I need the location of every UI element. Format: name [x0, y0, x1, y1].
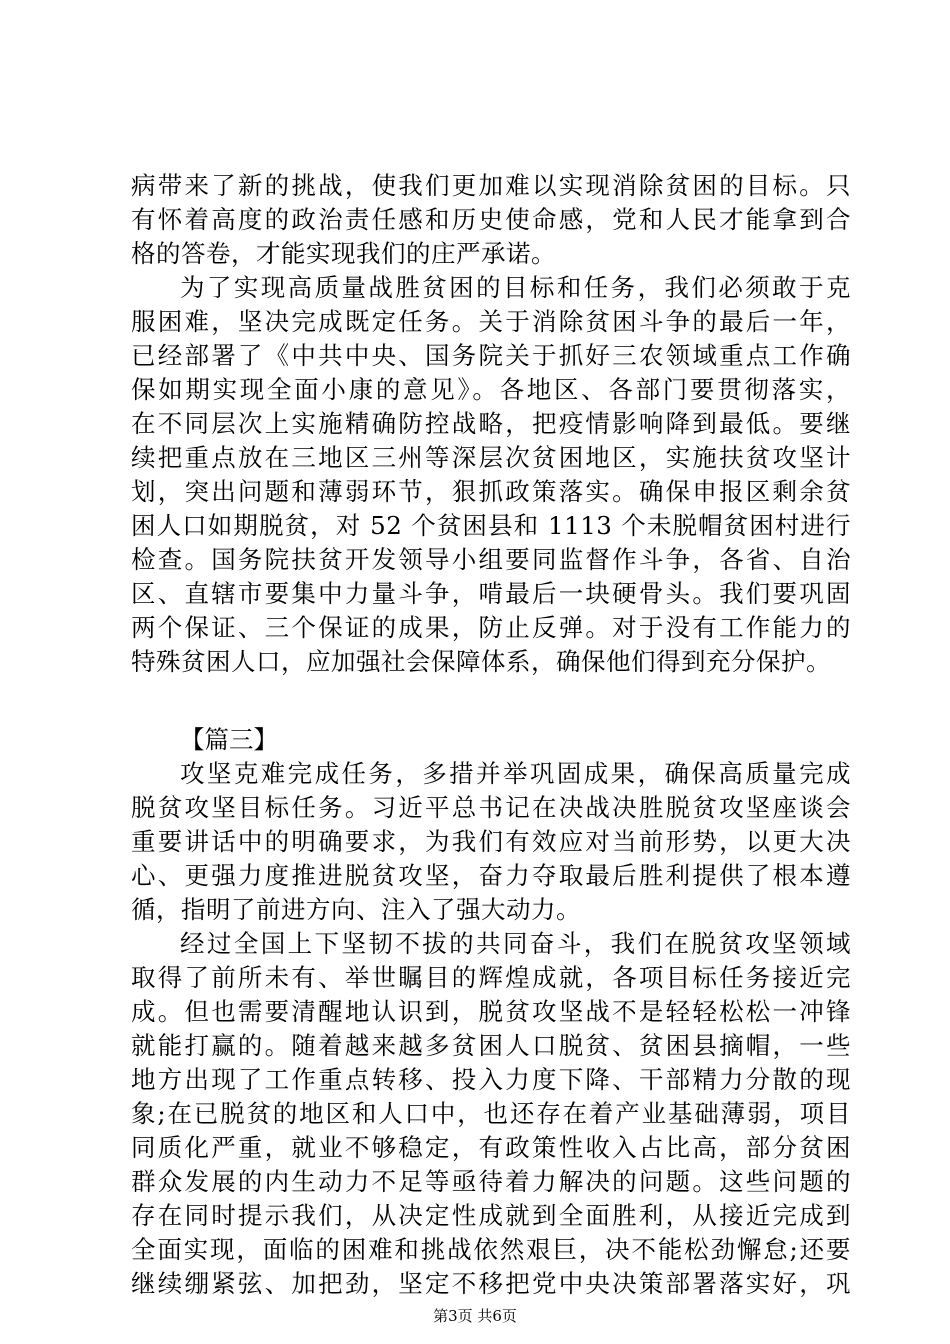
paragraph-4-line-4: 就能打赢的。随着越来越多贫困人口脱贫、贫困县摘帽，一些: [131, 1031, 851, 1060]
paragraph-3-line-3: 重要讲话中的明确要求，为我们有效应对当前形势，以更大决: [131, 827, 851, 856]
paragraph-2-line-6: 续把重点放在三地区三州等深层次贫困地区，实施扶贫攻坚计: [131, 443, 851, 472]
paragraph-2-line-8: 困人口如期脱贫，对 52 个贫困县和 1113 个未脱帽贫困村进行: [131, 511, 851, 540]
paragraph-2-line-4: 保如期实现全面小康的意见》。各地区、各部门要贯彻落实，: [131, 375, 851, 404]
paragraph-4-line-7: 同质化严重，就业不够稳定，有政策性收入占比高，部分贫困: [131, 1133, 851, 1162]
paragraph-4-line-5: 地方出现了工作重点转移、投入力度下降、干部精力分散的现: [131, 1065, 851, 1094]
paragraph-2-line-9: 检查。国务院扶贫开发领导小组要同监督作斗争，各省、自治: [131, 545, 851, 574]
paragraph-1-line-3: 格的答卷，才能实现我们的庄严承诺。: [131, 239, 556, 268]
paragraph-4-line-10: 全面实现，面临的困难和挑战依然艰巨，决不能松劲懈怠;还要: [131, 1235, 851, 1264]
paragraph-2-line-10: 区、直辖市要集中力量斗争，啃最后一块硬骨头。我们要巩固: [131, 579, 851, 608]
paragraph-4-line-6: 象;在已脱贫的地区和人口中，也还存在着产业基础薄弱，项目: [131, 1099, 851, 1128]
paragraph-2-line-2: 服困难，坚决完成既定任务。关于消除贫困斗争的最后一年，: [131, 307, 851, 336]
paragraph-2-line-11: 两个保证、三个保证的成果，防止反弹。对于没有工作能力的: [131, 613, 851, 642]
paragraph-2-line-12: 特殊贫困人口，应加强社会保障体系，确保他们得到充分保护。: [131, 647, 831, 676]
paragraph-3-line-5: 循，指明了前进方向、注入了强大动力。: [131, 895, 581, 924]
paragraph-3-line-4: 心、更强力度推进脱贫攻坚，奋力夺取最后胜利提供了根本遵: [131, 861, 851, 890]
paragraph-4-line-1: 经过全国上下坚韧不拔的共同奋斗，我们在脱贫攻坚领域: [180, 929, 851, 958]
section-heading: 【篇三】: [180, 725, 278, 754]
paragraph-4-line-3: 成。但也需要清醒地认识到，脱贫攻坚战不是轻轻松松一冲锋: [131, 997, 851, 1026]
page-number-footer: 第3页 共6页: [433, 1307, 517, 1325]
paragraph-2-line-3: 已经部署了《中共中央、国务院关于抓好三农领域重点工作确: [131, 341, 851, 370]
paragraph-4-line-8: 群众发展的内生动力不足等亟待着力解决的问题。这些问题的: [131, 1167, 851, 1196]
paragraph-3-line-1: 攻坚克难完成任务，多措并举巩固成果，确保高质量完成: [180, 759, 851, 788]
paragraph-4-line-11: 继续绷紧弦、加把劲，坚定不移把党中央决策部署落实好，巩: [131, 1269, 851, 1298]
paragraph-2-line-7: 划，突出问题和薄弱环节，狠抓政策落实。确保申报区剩余贫: [131, 477, 851, 506]
paragraph-3-line-2: 脱贫攻坚目标任务。习近平总书记在决战决胜脱贫攻坚座谈会: [131, 793, 851, 822]
paragraph-4-line-2: 取得了前所未有、举世瞩目的辉煌成就，各项目标任务接近完: [131, 963, 851, 992]
paragraph-2-line-1: 为了实现高质量战胜贫困的目标和任务，我们必须敢于克: [180, 273, 851, 302]
paragraph-1-line-1: 病带来了新的挑战，使我们更加难以实现消除贫困的目标。只: [131, 171, 851, 200]
paragraph-2-line-5: 在不同层次上实施精确防控战略，把疫情影响降到最低。要继: [131, 409, 851, 438]
paragraph-4-line-9: 存在同时提示我们，从决定性成就到全面胜利，从接近完成到: [131, 1201, 851, 1230]
paragraph-1-line-2: 有怀着高度的政治责任感和历史使命感，党和人民才能拿到合: [131, 205, 851, 234]
